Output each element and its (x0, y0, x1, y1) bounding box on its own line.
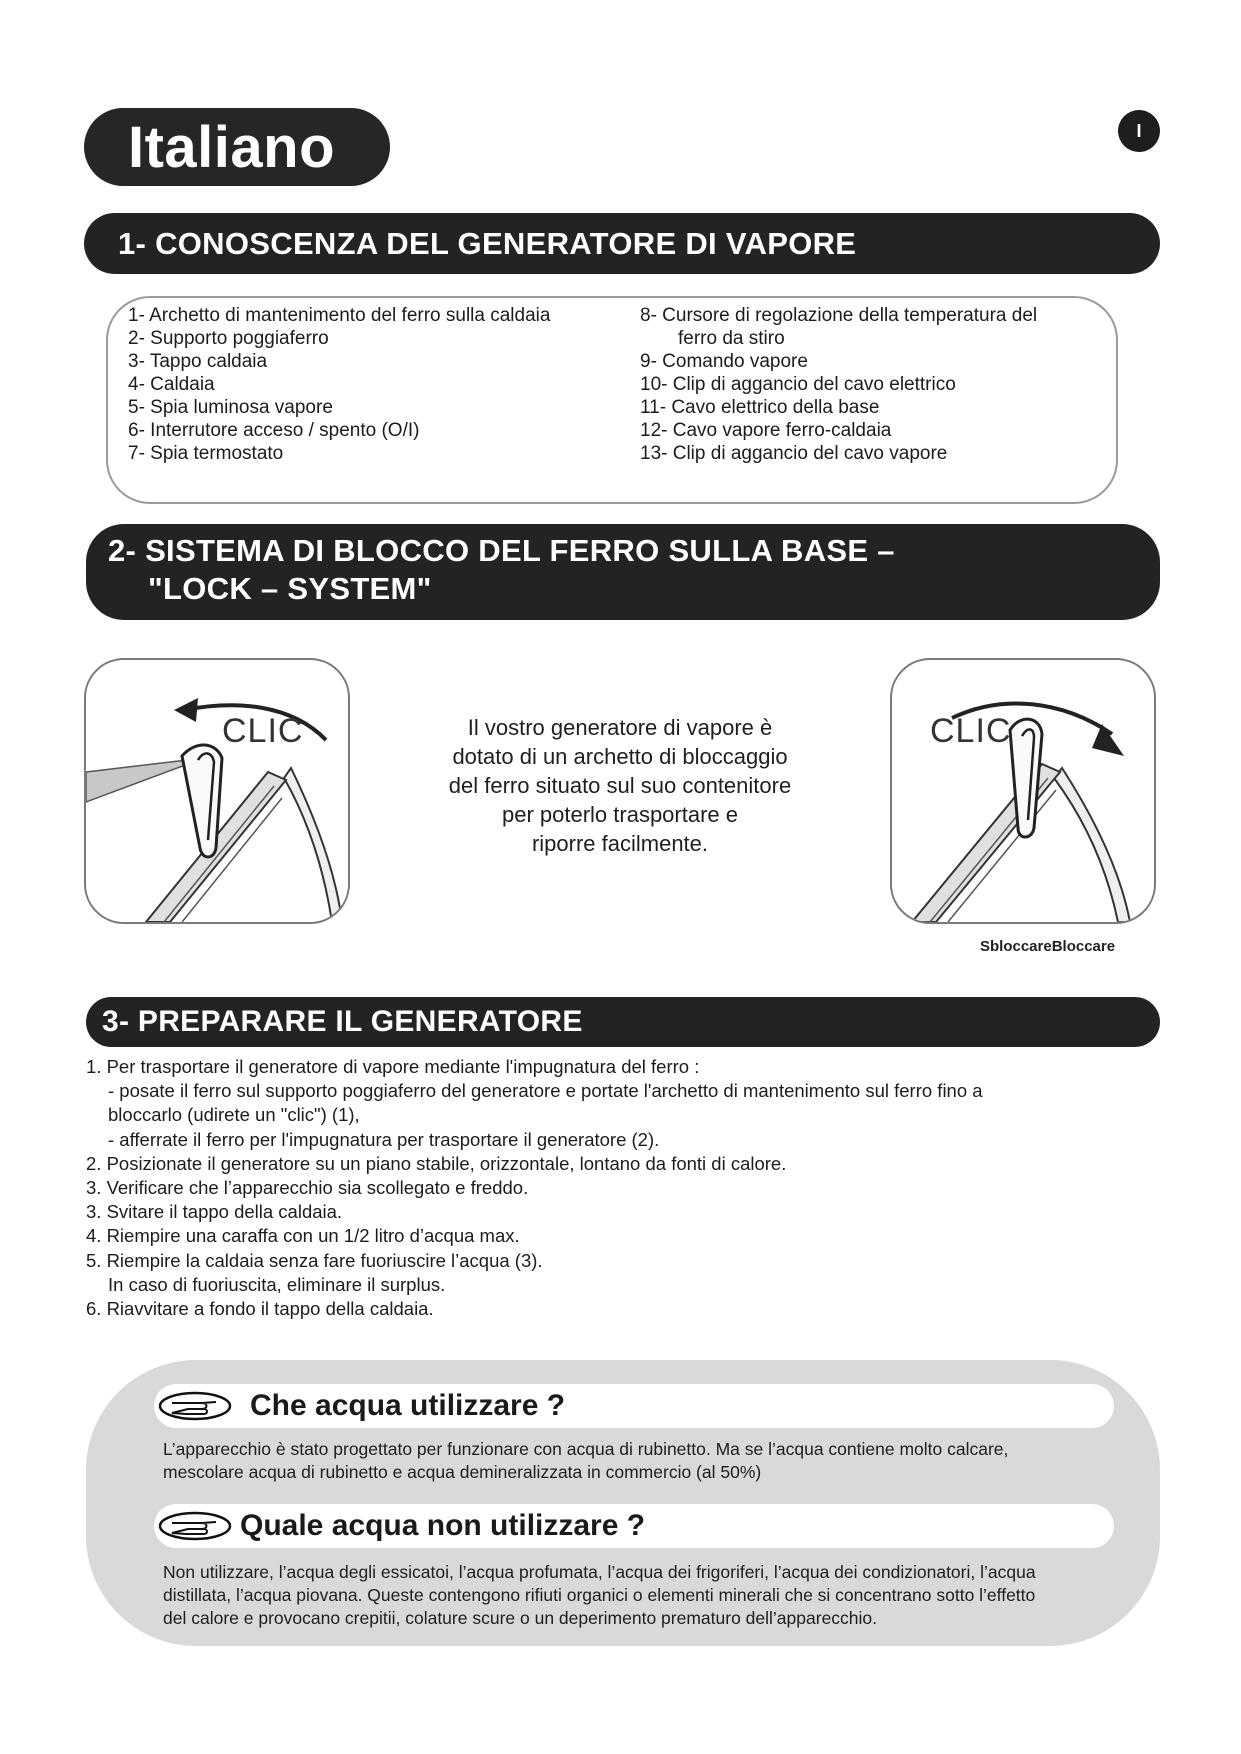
clic-label-lock: CLIC (930, 712, 1012, 750)
section-3-header (86, 997, 1160, 1047)
section-2-header (86, 524, 1160, 620)
step-item: 3. Verificare che l’apparecchio sia scollegato e freddo. (86, 1177, 529, 1199)
pointing-hand-icon (158, 1511, 232, 1541)
list-item: 3- Tappo caldaia (128, 351, 268, 372)
section-2-title-line1: 2- SISTEMA DI BLOCCO DEL FERRO SULLA BASE – (108, 533, 895, 568)
pointing-hand-icon (158, 1391, 232, 1421)
parts-list-right (640, 304, 1037, 465)
list-item: 9- Comando vapore (640, 351, 808, 372)
section-1-header (84, 213, 1160, 274)
list-item: 5- Spia luminosa vapore (128, 397, 333, 418)
tip-line: mescolare acqua di rubinetto e acqua demineralizzata in commercio (al 50%) (163, 1462, 762, 1482)
list-item-continuation: ferro da stiro (678, 328, 785, 349)
step-subitem: bloccarlo (udirete un "clic") (1), (108, 1104, 360, 1126)
preparation-steps (86, 1055, 1146, 1321)
language-title: Italiano (128, 115, 336, 180)
list-item: 6- Interrutore acceso / spento (O/I) (128, 420, 420, 441)
section-3-title: 3- PREPARARE IL GENERATORE (102, 1005, 583, 1038)
parts-list-left (128, 304, 550, 465)
page-badge: I (1118, 110, 1160, 152)
tip-2-title: Quale acqua non utilizzare ? (240, 1509, 646, 1542)
list-item: 10- Clip di aggancio del cavo elettrico (640, 374, 956, 395)
iron-clip-lock-drawing (892, 660, 1154, 922)
list-item: 12- Cavo vapore ferro-caldaia (640, 420, 892, 441)
section-2-title-line2: "LOCK – SYSTEM" (148, 571, 432, 606)
list-item: 8- Cursore di regolazione della temperatura del (640, 305, 1038, 326)
step-item: 2. Posizionate il generatore su un piano stabile, orizzontale, lontano da fonti di calore. (86, 1152, 787, 1174)
tip-line: L’apparecchio è stato progettato per funzionare con acqua di rubinetto. Ma se l’acqua contiene molto calcare, (163, 1439, 1009, 1459)
list-item: 2- Supporto poggiaferro (128, 328, 329, 349)
step-item: 4. Riempire una caraffa con un 1/2 litro d’acqua max. (86, 1225, 520, 1247)
description-line: Il vostro generatore di vapore è (467, 715, 773, 740)
lock-system-description (420, 713, 820, 858)
list-item: 11- Cavo elettrico della base (640, 397, 880, 418)
tip-2-text (163, 1561, 1103, 1630)
tip-line: distillata, l’acqua piovana. Queste contengono rifiuti organici o elementi minerali che si concentrano sotto l’effetto (163, 1585, 1036, 1605)
description-line: del ferro situato sul suo contenitore (448, 773, 792, 798)
lock-illustration (890, 658, 1156, 924)
illustration-caption: SbloccareBloccare (980, 938, 1116, 955)
tip-line: del calore e provocano crepitii, colature scure o un deperimento prematuro dell’apparecchio. (163, 1608, 878, 1628)
clic-label-unlock: CLIC (222, 712, 304, 750)
tip-line: Non utilizzare, l’acqua degli essicatoi, l’acqua profumata, l’acqua dei frigoriferi, l’acqua dei condizionatori, l’acqua (163, 1562, 1036, 1582)
step-subitem: - posate il ferro sul supporto poggiaferro del generatore e portate l'archetto di mantenimento sul ferro fino a (108, 1080, 983, 1102)
list-item: 7- Spia termostato (128, 443, 284, 464)
unlock-illustration (84, 658, 350, 924)
section-1-title: 1- CONOSCENZA DEL GENERATORE DI VAPORE (118, 226, 857, 261)
step-subitem: In caso di fuoriuscita, eliminare il surplus. (108, 1273, 446, 1295)
list-item: 4- Caldaia (128, 374, 215, 395)
step-item: 6. Riavvitare a fondo il tappo della caldaia. (86, 1298, 434, 1320)
description-line: dotato di un archetto di bloccaggio (452, 744, 788, 769)
list-item: 13- Clip di aggancio del cavo vapore (640, 443, 948, 464)
tip-1-title: Che acqua utilizzare ? (250, 1389, 566, 1422)
description-line: per poterlo trasportare e (501, 802, 739, 827)
iron-clip-unlock-drawing (86, 660, 348, 922)
tip-1-text (163, 1438, 1103, 1484)
step-item: 1. Per trasportare il generatore di vapore mediante l'impugnatura del ferro : (86, 1056, 700, 1077)
list-item: 1- Archetto di mantenimento del ferro sulla caldaia (128, 305, 551, 326)
description-line: riporre facilmente. (531, 831, 709, 856)
step-subitem: - afferrate il ferro per l'impugnatura per trasportare il generatore (2). (108, 1128, 660, 1150)
step-item: 3. Svitare il tappo della caldaia. (86, 1201, 343, 1223)
step-item: 5. Riempire la caldaia senza fare fuoriuscire l’acqua (3). (86, 1249, 543, 1271)
